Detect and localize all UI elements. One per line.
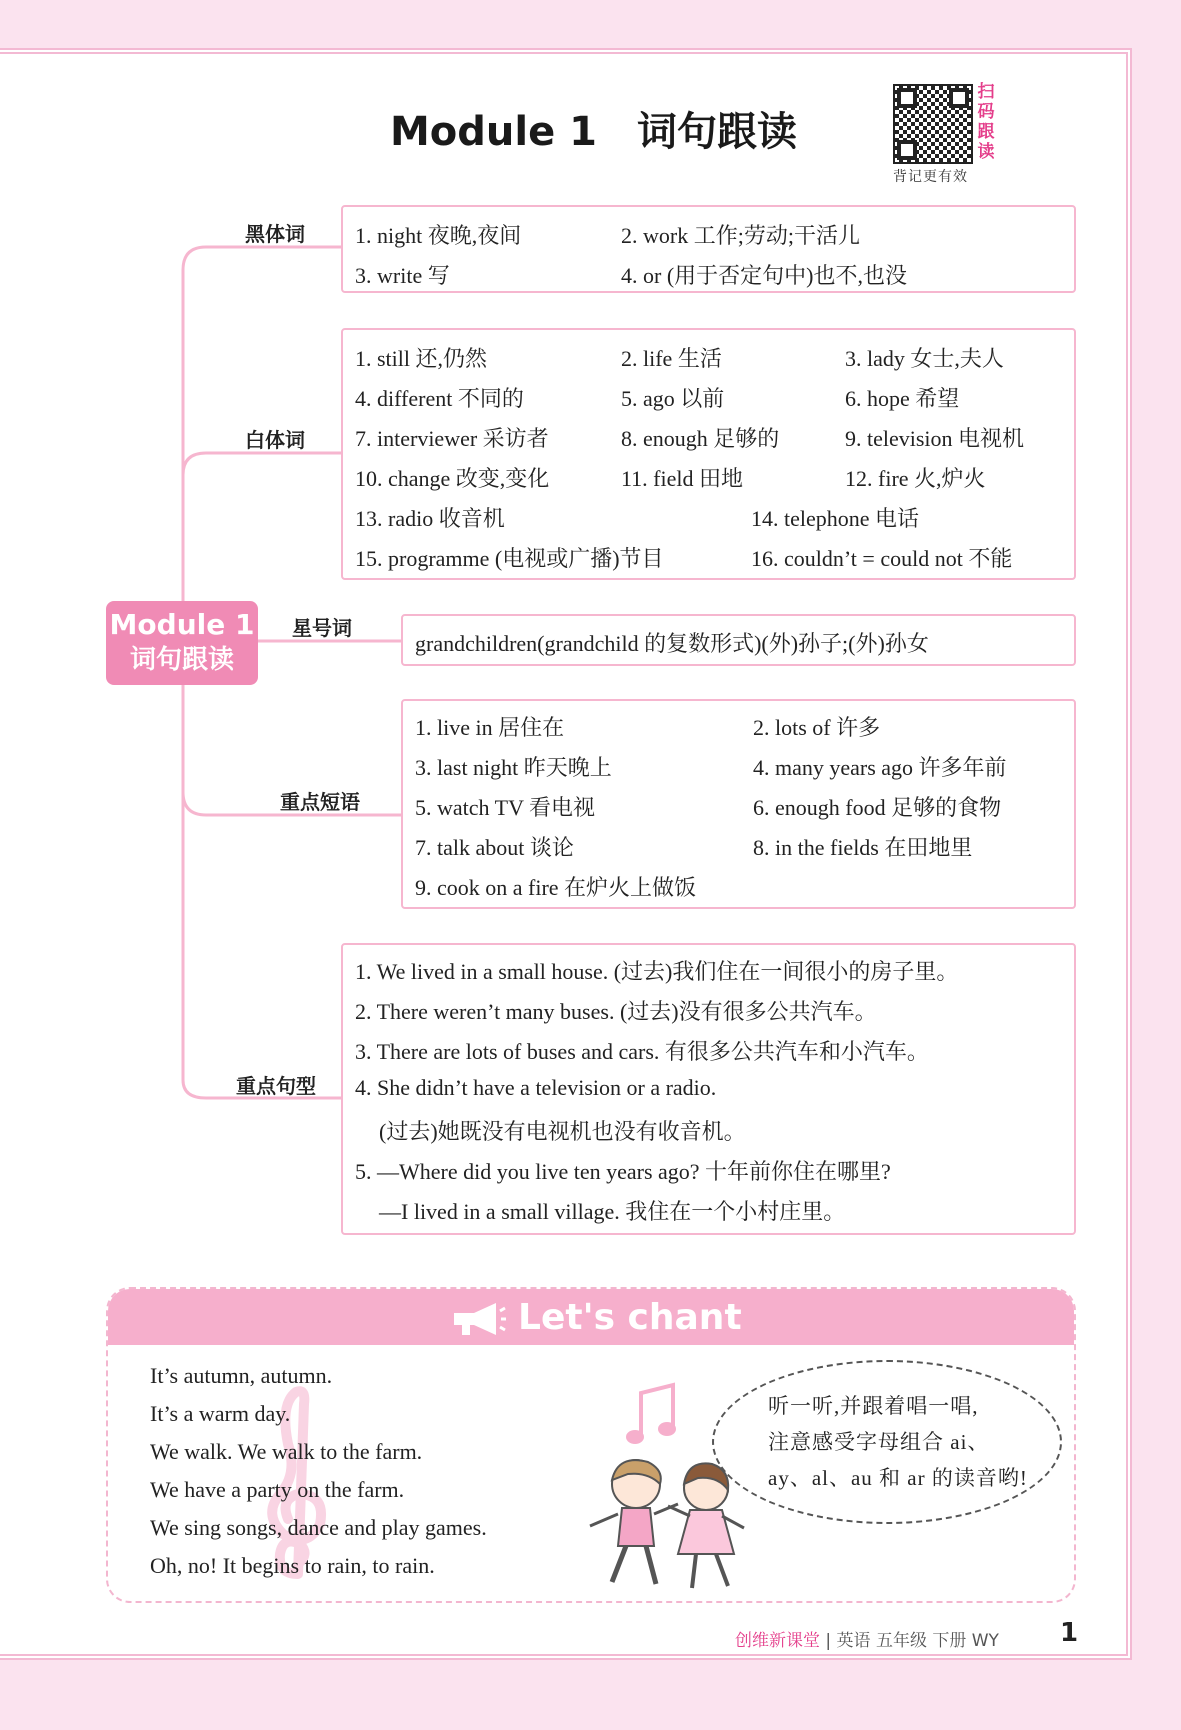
phrases-box xyxy=(401,699,1076,909)
word-item: 16. couldn’t = could not 不能 xyxy=(751,546,1013,571)
chant-line: Oh, no! It begins to rain, to rain. xyxy=(150,1553,435,1578)
section-label-star-words: 星号词 xyxy=(292,616,352,640)
section-label-bold-words: 黑体词 xyxy=(245,222,305,246)
footer-brand: 创维新课堂 xyxy=(735,1631,820,1651)
music-note-icon xyxy=(623,1379,683,1449)
sentence-item: 5. —Where did you live ten years ago? 十年前你住在哪里? xyxy=(355,1159,891,1184)
qr-side-label: 扫码跟读 xyxy=(977,82,995,162)
word-item: grandchildren(grandchild 的复数形式)(外)孙子;(外)孙女 xyxy=(415,631,929,656)
badge-line2: 词句跟读 xyxy=(129,645,234,675)
sentence-item: —I lived in a small village. 我住在一个小村庄里。 xyxy=(379,1199,846,1224)
bold-words-box xyxy=(341,205,1076,293)
page-number: 1 xyxy=(1060,1618,1079,1648)
section-label-sentences: 重点句型 xyxy=(236,1074,316,1098)
module-badge xyxy=(106,601,258,685)
chant-line: We sing songs, dance and play games. xyxy=(150,1515,487,1540)
footer-info xyxy=(735,1626,999,1651)
word-item: 3. lady 女士,夫人 xyxy=(845,346,1004,371)
sentence-item: 3. There are lots of buses and cars. 有很多公共汽车和小汽车。 xyxy=(355,1039,929,1064)
sentence-item: (过去)她既没有电视机也没有收音机。 xyxy=(379,1119,746,1144)
chant-header xyxy=(108,1289,1074,1345)
chant-title: Let's chant xyxy=(518,1297,742,1338)
word-item: 1. night 夜晚,夜间 xyxy=(355,223,522,248)
sentence-item: 2. There weren’t many buses. (过去)没有很多公共汽车。 xyxy=(355,999,877,1024)
white-words-box xyxy=(341,328,1076,580)
qr-caption: 背记更有效 xyxy=(893,170,968,185)
section-label-white-words: 白体词 xyxy=(245,428,305,452)
phrase-item: 6. enough food 足够的食物 xyxy=(753,795,1002,820)
word-item: 6. hope 希望 xyxy=(845,386,960,411)
bubble-line: 注意感受字母组合 ai、 xyxy=(768,1430,990,1454)
word-item: 10. change 改变,变化 xyxy=(355,466,550,491)
word-item: 1. still 还,仍然 xyxy=(355,346,488,371)
word-item: 4. different 不同的 xyxy=(355,386,524,411)
phrase-item: 2. lots of 许多 xyxy=(753,715,881,740)
sentence-item: 4. She didn’t have a television or a radio. xyxy=(355,1075,717,1100)
word-item: 13. radio 收音机 xyxy=(355,506,505,531)
word-item: 4. or (用于否定句中)也不,也没 xyxy=(621,263,907,288)
phrase-item: 8. in the fields 在田地里 xyxy=(753,835,973,860)
phrase-item: 1. live in 居住在 xyxy=(415,715,565,740)
sentence-item: 1. We lived in a small house. (过去)我们住在一间很小的房子里。 xyxy=(355,959,959,984)
word-item: 15. programme (电视或广播)节目 xyxy=(355,546,664,571)
word-item: 14. telephone 电话 xyxy=(751,506,920,531)
word-item: 11. field 田地 xyxy=(621,466,743,491)
qr-code-icon[interactable] xyxy=(893,84,973,164)
word-item: 2. life 生活 xyxy=(621,346,722,371)
star-words-box xyxy=(401,614,1076,666)
phrase-item: 3. last night 昨天晚上 xyxy=(415,755,612,780)
word-item: 5. ago 以前 xyxy=(621,386,725,411)
bubble-line: 听一听,并跟着唱一唱, xyxy=(768,1394,979,1418)
badge-line1: Module 1 xyxy=(109,608,255,641)
word-item: 3. write 写 xyxy=(355,263,450,288)
footer-meta: | 英语 五年级 下册 WY xyxy=(825,1631,999,1651)
word-item: 12. fire 火,炉火 xyxy=(845,466,986,491)
megaphone-icon xyxy=(448,1299,506,1339)
chant-line: It’s autumn, autumn. xyxy=(150,1363,333,1388)
phrase-item: 5. watch TV 看电视 xyxy=(415,795,596,820)
bubble-line: ay、al、au 和 ar 的读音哟! xyxy=(768,1466,1028,1490)
sentences-box xyxy=(341,943,1076,1235)
word-item: 9. television 电视机 xyxy=(845,426,1025,451)
chant-line: It’s a warm day. xyxy=(150,1401,291,1426)
word-item: 7. interviewer 采访者 xyxy=(355,426,549,451)
page-title: Module 1 词句跟读 xyxy=(390,109,797,155)
chant-line: We walk. We walk to the farm. xyxy=(150,1439,423,1464)
word-item: 8. enough 足够的 xyxy=(621,426,780,451)
chant-line: We have a party on the farm. xyxy=(150,1477,405,1502)
phrase-item: 4. many years ago 许多年前 xyxy=(753,755,1007,780)
section-label-phrases: 重点短语 xyxy=(280,790,360,814)
word-item: 2. work 工作;劳动;干活儿 xyxy=(621,223,860,248)
phrase-item: 9. cook on a fire 在炉火上做饭 xyxy=(415,875,697,900)
phrase-item: 7. talk about 谈论 xyxy=(415,835,574,860)
